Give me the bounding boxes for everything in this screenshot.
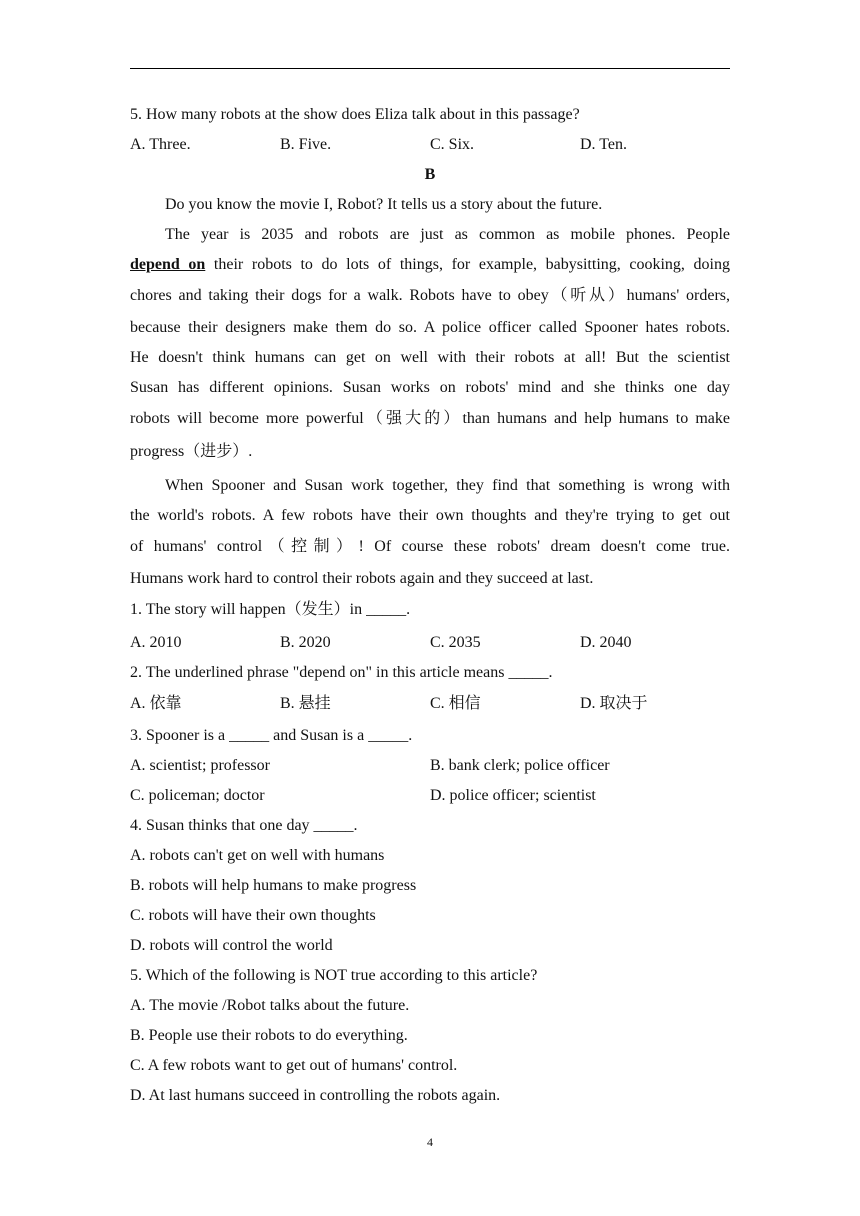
passage-line: The year is 2035 and robots are just as common as mobile phones. People — [165, 226, 730, 243]
option-c: C. 2035 — [430, 634, 481, 651]
option-d: D. Ten. — [580, 136, 628, 153]
option-b: B. People use their robots to do everything. — [130, 1027, 408, 1044]
option-a: A. Three. — [130, 136, 191, 153]
passage-line: When Spooner and Susan work together, they find that something is wrong with — [165, 477, 730, 494]
option-a: A. The movie /Robot talks about the future. — [130, 997, 410, 1014]
option-c: C. robots will have their own thoughts — [130, 907, 376, 924]
option-d: D. At last humans succeed in controlling the robots again. — [130, 1087, 501, 1104]
option-b: B. Five. — [280, 136, 332, 153]
passage-line: He doesn't think humans can get on well with their robots at all! But the scientist — [130, 349, 730, 366]
passage-line — [130, 255, 730, 275]
underlined-phrase: depend on — [130, 256, 206, 273]
passage-line: Susan has different opinions. Susan works on robots' mind and she thinks one day — [130, 379, 730, 396]
option-a: A. 依靠 — [130, 695, 182, 712]
question-text: 1. The story will happen（发生）in _____. — [130, 601, 411, 618]
question-text: 5. Which of the following is NOT true according to this article? — [130, 967, 538, 984]
option-a: A. robots can't get on well with humans — [130, 847, 385, 864]
passage-line: chores and taking their dogs for a walk. Robots have to obey（听从）humans' orders, — [130, 287, 730, 304]
option-a: A. 2010 — [130, 634, 182, 651]
passage-line: of humans' control（控制）! Of course these robots' dream doesn't come true. — [130, 538, 730, 555]
header-rule — [130, 68, 730, 69]
passage-paragraph: Do you know the movie I, Robot? It tells us a story about the future. — [165, 196, 603, 213]
question-text: 3. Spooner is a _____ and Susan is a _____. — [130, 727, 413, 744]
option-d: D. 取决于 — [580, 695, 648, 712]
section-heading: B — [424, 166, 436, 183]
option-b: B. bank clerk; police officer — [430, 757, 610, 774]
passage-line: because their designers make them do so. A police officer called Spooner hates robots. — [130, 319, 730, 336]
question-text: 5. How many robots at the show does Eliza talk about in this passage? — [130, 106, 580, 123]
option-a: A. scientist; professor — [130, 757, 270, 774]
option-c: C. policeman; doctor — [130, 787, 265, 804]
passage-line: the world's robots. A few robots have their own thoughts and they're trying to get out — [130, 507, 730, 524]
option-d: D. robots will control the world — [130, 937, 333, 954]
option-c: C. 相信 — [430, 695, 481, 712]
option-d: D. police officer; scientist — [430, 787, 596, 804]
page-number: 4 — [427, 1135, 433, 1149]
question-text: 4. Susan thinks that one day _____. — [130, 817, 358, 834]
passage-line: robots will become more powerful（强大的）than humans and help humans to make — [130, 410, 730, 427]
question-text: 2. The underlined phrase "depend on" in this article means _____. — [130, 664, 553, 681]
passage-line-text: their robots to do lots of things, for example, babysitting, cooking, doing — [205, 256, 730, 273]
option-b: B. robots will help humans to make progress — [130, 877, 417, 894]
option-b: B. 悬挂 — [280, 695, 331, 712]
passage-line: Humans work hard to control their robots again and they succeed at last. — [130, 570, 594, 587]
option-c: C. A few robots want to get out of humans' control. — [130, 1057, 458, 1074]
passage-line: progress（进步）. — [130, 443, 253, 460]
option-d: D. 2040 — [580, 634, 632, 651]
option-c: C. Six. — [430, 136, 475, 153]
option-b: B. 2020 — [280, 634, 331, 651]
